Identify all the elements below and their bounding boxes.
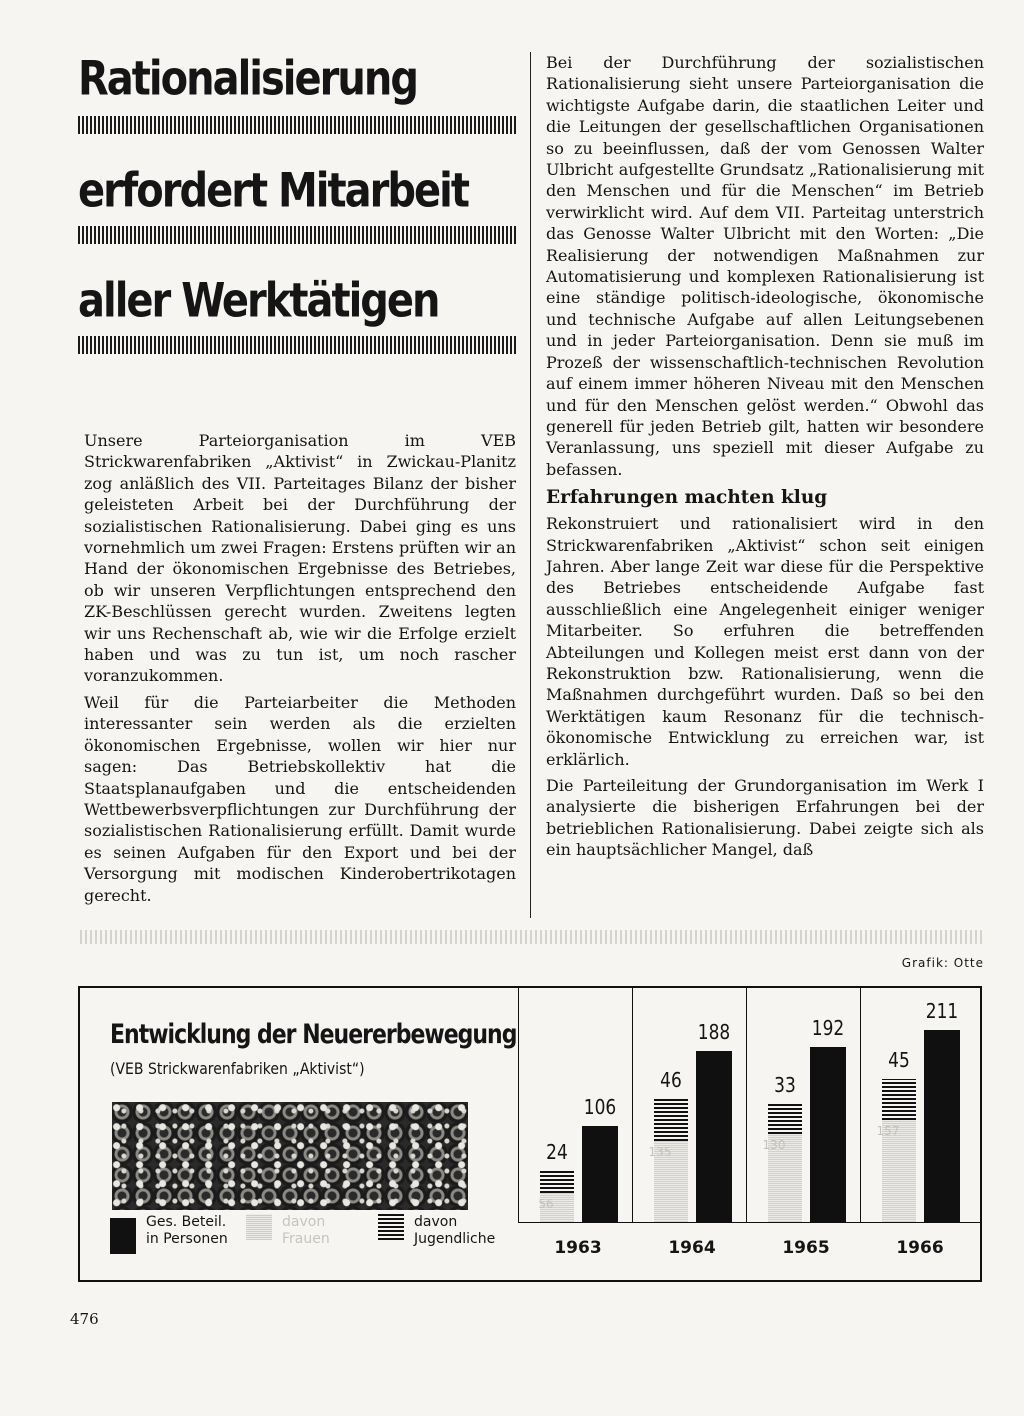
neuerer-graphic — [78, 986, 982, 1282]
headline-line-3: aller Werktätigen — [78, 274, 439, 329]
legend-women-label-2: Frauen — [282, 1231, 330, 1247]
value-label-women-1965: 130 — [762, 1137, 786, 1152]
year-label-1966: 1966 — [896, 1238, 944, 1258]
chart-divider — [518, 988, 519, 1222]
bar-youth-1965 — [768, 1104, 802, 1134]
legend-total-label-1: Ges. Beteil. — [146, 1214, 227, 1230]
right-column — [546, 52, 984, 866]
bar-total-1964 — [696, 1051, 732, 1222]
headline-line-2: erfordert Mitarbeit — [78, 164, 468, 219]
right-paragraph-intro: Bei der Durchführung der sozialistischen Rationalisierung sieht unsere Parteiorganisation die wichtigste Aufgabe darin, die staatlichen Leiter und die Leitungen der gesellschaftlichen Organisationen so zu beeinflussen, daß der vom Genossen Walter Ulbricht aufgestellte Grundsatz „Rationalisierung mit den Menschen und für die Menschen“ im Betrieb verwirklicht wird. Auf dem VII. Parteitag unterstrich das Genosse Walter Ulbricht mit den Worten: „Die Realisierung der notwendigen Maßnahmen zur Automatisierung und komplexen Rationalisierung ist eine ständige politisch-ideologische, ökonomische und technische Aufgabe auf allen Leitungsebenen und in jeder Parteiorganisation. Denn sie muß im Prozeß der wissenschaftlich-technischen Revolution auf einem immer höheren Niveau mit den Menschen und für den Menschen gelöst werden.“ Obwohl das generell für jeden Betrieb gilt, hatten wir besondere Veranlassung, uns speziell mit dieser Aufgabe zu befassen. — [546, 53, 984, 479]
bar-total-1966 — [924, 1030, 960, 1222]
chart-divider — [860, 988, 861, 1222]
value-label-women-1963: 56 — [538, 1196, 554, 1211]
bar-youth-1964 — [654, 1099, 688, 1141]
value-label-total-1966: 211 — [925, 1000, 959, 1025]
left-column — [84, 430, 516, 911]
legend-total-swatch — [110, 1218, 136, 1254]
left-paragraph-1: Unsere Parteiorganisation im VEB Strickwarenfabriken „Aktivist“ in Zwickau-Planitz zog anläßlich des VII. Parteitages Bilanz der bisher geleisteten Arbeit bei der Durchführung der sozialistischen Rationalisierung. Dabei ging es uns vornehmlich um zwei Fragen: Erstens prüften wir an Hand der ökonomischen Ergebnisse des Betriebes, ob wir unseren Verpflichtungen entsprechend den ZK-Beschlüssen gerecht wurden. Zweitens legten wir uns Rechenschaft ab, wie wir die Erfolge erzielt haben und was zu tun ist, um noch rascher voranzukommen. — [84, 431, 516, 686]
legend-women-label-1: davon — [282, 1214, 326, 1230]
graphic-title: Entwicklung der Neuererbewegung — [110, 1020, 517, 1050]
legend-women-swatch — [246, 1214, 272, 1240]
legend-youth-label-2: Jugendliche — [414, 1231, 496, 1247]
value-label-youth-1965: 33 — [774, 1073, 796, 1098]
section-subhead: Erfahrungen machten klug — [546, 487, 828, 509]
bar-total-1965 — [810, 1047, 846, 1222]
graphic-credit: Grafik: Otte — [901, 956, 984, 970]
chart-divider — [632, 988, 633, 1222]
year-label-1964: 1964 — [668, 1238, 716, 1258]
headline-rule-2 — [78, 226, 518, 244]
value-label-youth-1963: 24 — [546, 1141, 568, 1166]
legend-total-label-2: in Personen — [146, 1231, 228, 1247]
value-label-total-1963: 106 — [583, 1095, 617, 1120]
graphic-subtitle: (VEB Strickwarenfabriken „Aktivist“) — [110, 1060, 365, 1079]
separator-band — [80, 930, 984, 944]
value-label-total-1965: 192 — [811, 1017, 845, 1042]
column-divider — [530, 52, 531, 918]
value-label-women-1964: 135 — [648, 1145, 672, 1160]
value-label-youth-1966: 45 — [888, 1049, 910, 1074]
bar-youth-1966 — [882, 1079, 916, 1120]
bar-youth-1963 — [540, 1171, 574, 1193]
value-label-total-1964: 188 — [697, 1021, 731, 1046]
chart-divider — [746, 988, 747, 1222]
year-label-1963: 1963 — [554, 1238, 602, 1258]
chart-baseline — [518, 1222, 980, 1223]
legend-youth-label-1: davon — [414, 1214, 458, 1230]
left-paragraph-2: Weil für die Parteiarbeiter die Methoden interessanter sein werden als die erzielten ökonomischen Ergebnisse, wollen wir hier nur sagen: Das Betriebskollektiv hat die Staatsplanaufgaben und die entscheidenden Wettbewerbsverpflichtungen zur Durchführung der sozialistischen Rationalisierung erfüllt. Damit wurde es seinen Aufgaben für den Export und bei der Versorgung mit modischen Kinderobertrikotagen gerecht. — [84, 692, 516, 905]
headline-rule-1 — [78, 116, 518, 134]
value-label-youth-1964: 46 — [660, 1069, 682, 1094]
headline-rule-3 — [78, 336, 518, 354]
year-label-1965: 1965 — [782, 1238, 830, 1258]
value-label-women-1966: 157 — [876, 1124, 900, 1139]
page-number: 476 — [70, 1310, 99, 1328]
right-paragraph-2: Rekonstruiert und rationalisiert wird in den Strickwarenfabriken „Aktivist“ schon seit einigen Jahren. Aber lange Zeit war diese für die Perspektive des Betriebes entscheidende Aufgabe fast ausschließlich eine Angelegenheit einiger weniger Mitarbeiter. So erfuhren die betreffenden Abteilungen und Kollegen meist erst dann von der Rekonstruktion bzw. Rationalisierung, wenn die Maßnahmen durchgeführt wurden. Daß so bei den Werktätigen kaum Resonanz für die technisch-ökonomische Entwicklung zu erreichen war, ist erklärlich. — [546, 514, 984, 769]
legend-youth-swatch — [378, 1214, 404, 1240]
right-paragraph-3: Die Parteileitung der Grundorganisation im Werk I analysierte die bisherigen Erfahrungen bei der betrieblichen Rationalisierung. Dabei zeigte sich als ein hauptsächlicher Mangel, daß — [546, 776, 984, 860]
bar-total-1963 — [582, 1126, 618, 1222]
crowd-photo — [112, 1102, 468, 1210]
bar-chart — [518, 988, 980, 1280]
headline-line-1: Rationalisierung — [78, 52, 417, 107]
